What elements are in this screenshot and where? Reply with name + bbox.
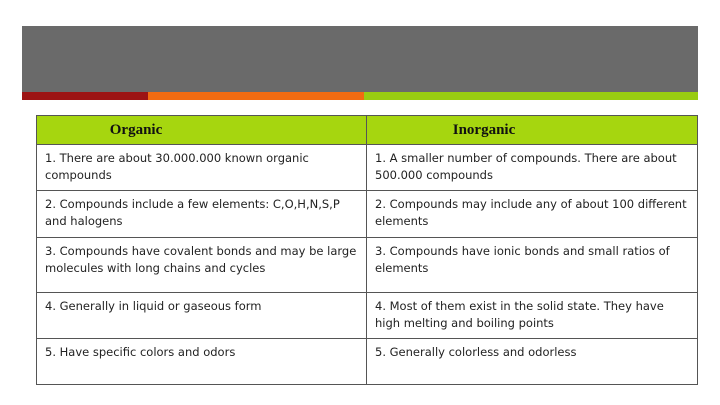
inorganic-cell: 5. Generally colorless and odorless xyxy=(367,339,698,385)
accent-stripe-red xyxy=(22,92,148,100)
inorganic-cell: 1. A smaller number of compounds. There are about 500.000 compounds xyxy=(367,145,698,191)
slide-title-bar xyxy=(22,26,698,92)
inorganic-cell: 4. Most of them exist in the solid state. They have high melting and boiling points xyxy=(367,293,698,339)
table-row xyxy=(37,293,698,339)
organic-cell: 1. There are about 30.000.000 known organic compounds xyxy=(37,145,367,191)
organic-cell: 3. Compounds have covalent bonds and may be large molecules with long chains and cycles xyxy=(37,238,367,293)
organic-cell: 5. Have specific colors and odors xyxy=(37,339,367,385)
inorganic-cell: 2. Compounds may include any of about 100 different elements xyxy=(367,191,698,238)
header-organic: Organic xyxy=(37,116,367,145)
table-row xyxy=(37,145,698,191)
organic-cell: 2. Compounds include a few elements: C,O,H,N,S,P and halogens xyxy=(37,191,367,238)
table-row xyxy=(37,191,698,238)
organic-cell: 4. Generally in liquid or gaseous form xyxy=(37,293,367,339)
inorganic-cell: 3. Compounds have ionic bonds and small ratios of elements xyxy=(367,238,698,293)
comparison-table xyxy=(36,115,698,385)
table-header-row xyxy=(37,116,698,145)
table-row xyxy=(37,339,698,385)
accent-stripe-green xyxy=(364,92,698,100)
header-inorganic: Inorganic xyxy=(367,116,698,145)
table-row xyxy=(37,238,698,293)
accent-stripe-orange xyxy=(148,92,364,100)
